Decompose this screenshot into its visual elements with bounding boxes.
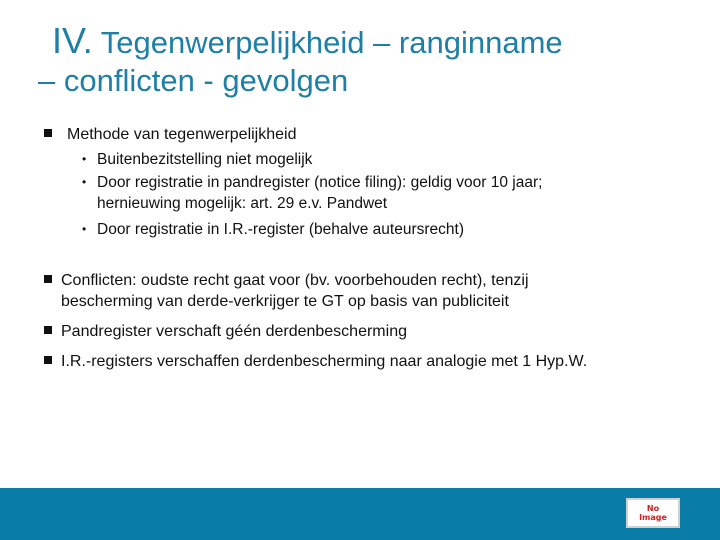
square-bullet-icon (44, 129, 52, 137)
dot-bullet-icon: • (82, 175, 87, 189)
dot-bullet-icon: • (82, 152, 87, 166)
no-image-text-line1: No (646, 504, 660, 513)
dot-bullet-icon: • (82, 222, 87, 236)
title-line-2: – conflicten - gevolgen (38, 63, 349, 98)
no-image-placeholder (626, 498, 680, 528)
slide-title (38, 20, 692, 100)
square-bullet-icon (44, 326, 52, 334)
bullet-conflicten-line2: bescherming van derde-verkrijger te GT op basis van publiciteit (61, 293, 509, 310)
title-line-1-text: Tegenwerpelijkheid – ranginname (100, 25, 563, 60)
square-bullet-icon (44, 356, 52, 364)
no-image-text-line2: Image (639, 513, 667, 522)
square-bullet-icon (44, 275, 52, 283)
bullet-ir-registers: I.R.-registers verschaffen derdenbescherming naar analogie met 1 Hyp.W. (61, 353, 588, 370)
title-numeral: IV. (52, 20, 93, 61)
bullet-methode: Methode van tegenwerpelijkheid (67, 126, 297, 143)
sub-bullet-registratie-ir: Door registratie in I.R.-register (behalve auteursrecht) (97, 221, 464, 238)
sub-bullet-registratie-pandregister: Door registratie in pandregister (notice filing): geldig voor 10 jaar; (97, 174, 543, 191)
bullet-pandregister: Pandregister verschaft géén derdenbescherming (61, 323, 407, 340)
sub-bullet-buitenbezitstelling: Buitenbezitstelling niet mogelijk (97, 151, 313, 168)
sub-bullet-hernieuwing: hernieuwing mogelijk: art. 29 e.v. Pandwet (97, 195, 388, 212)
title-line-1 (52, 22, 692, 62)
bullet-conflicten-line1: Conflicten: oudste recht gaat voor (bv. voorbehouden recht), tenzij (61, 272, 529, 289)
footer-bar (0, 488, 720, 540)
